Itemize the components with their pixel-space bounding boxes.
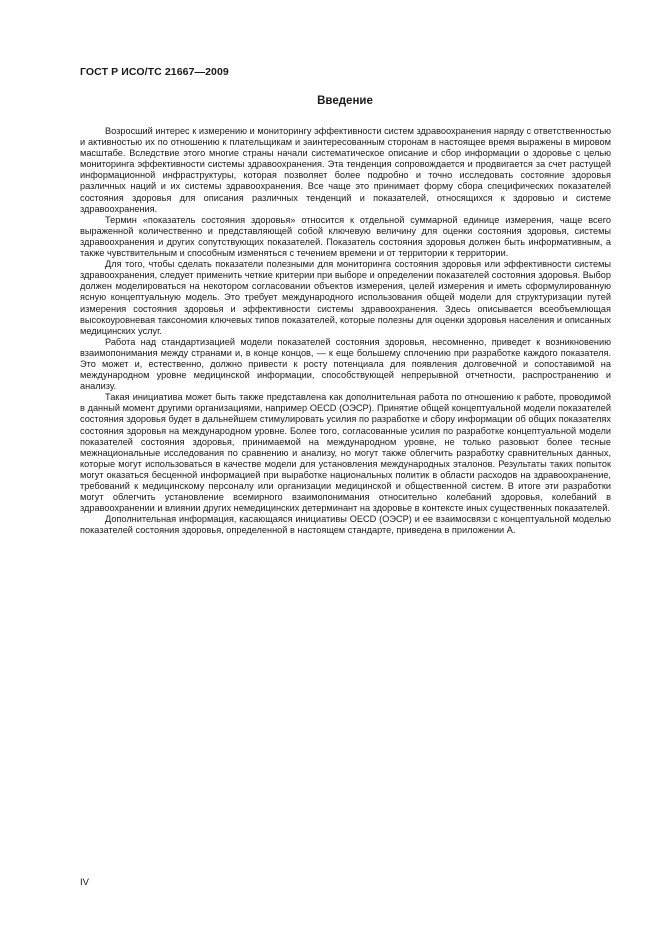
body-text xyxy=(80,126,611,536)
paragraph: Термин «показатель состояния здоровья» относится к отдельной суммарной единице измерения, чаще всего выраженной количественно и представляющей собой ключевую величину для оценки состояния здоровья, системы здравоохранения и других сопутствующих показателей. Показатель состояния здоровья должен быть информативным, а также чувствительным и способным изменяться с течением времени и от территории к территории. xyxy=(80,214,611,259)
paragraph: Работа над стандартизацией модели показателей состояния здоровья, несомненно, приведет к возникновению взаимопонимания между странами и, в конце концов, — к еще большему сплочению при разработке каждого показателя. Это может и, естественно, должно привести к росту потенциала для появления долговечной и сопоставимой на международном уровне медицинской информации, способствующей непрерывной отчетности, распространению и анализу. xyxy=(80,336,611,392)
paragraph: Возросший интерес к измерению и мониторингу эффективности систем здравоохранения наряду с ответственностью и активностью их по отношению к плательщикам и заинтересованным сторонам в настоящее время выражены в мировом масштабе. Вследствие этого многие страны начали систематическое описание и сбор информации о здоровье с целью мониторинга эффективности системы здравоохранения. Эта тенденция сопровождается и продвигается за счет растущей информационной инфраструктуры, которая позволяет более подробно и точно исследовать состояние здоровья различных наций и их системы здравоохранения. Все чаще это принимает форму сбора специфических показателей состояния здоровья для описания различных тенденций и показателей, относящихся к здоровью и системе здравоохранения. xyxy=(80,126,611,214)
document-header: ГОСТ Р ИСО/ТС 21667—2009 xyxy=(80,66,229,78)
section-title: Введение xyxy=(317,95,373,107)
paragraph: Дополнительная информация, касающаяся инициативы OECD (ОЭСР) и ее взаимосвязи с концептуальной моделью показателей состояния здоровья, определенной в настоящем стандарте, приведена в приложении А. xyxy=(80,514,611,536)
paragraph: Для того, чтобы сделать показатели полезными для мониторинга состояния здоровья или эффективности системы здравоохранения, следует применить четкие критерии при выборе и определении показателей состояния здоровья. Выбор должен моделироваться на некотором согласовании объектов измерения, целей измерения и иметь сформулированную ясную концептуальную модель. Это требует международного использования общей модели для структуризации путей измерения состояния здоровья и эффективности системы здравоохранения. Здесь описывается всеобъемлющая высокоуровневая таксономия ключевых типов показателей, которые полезны для оценки здоровья населения и описанных медицинских услуг. xyxy=(80,259,611,336)
paragraph: Такая инициатива может быть также представлена как дополнительная работа по отношению к работе, проводимой в данный момент другими организациями, например OECD (ОЭСР). Принятие общей концептуальной модели показателей состояния здоровья будет в дальнейшем стимулировать усилия по разработке и сбору информации об общих показателях состояния здоровья на международном уровне. Более того, согласованные усилия по разработке концептуальной модели показателей состояния здоровья, принимаемой на международном уровне, не только разовьют более тесные межнациональные исследования по сравнению и анализу, но могут также облегчить разработку сравнительных данных, которые могут использоваться в качестве модели для установления международных эталонов. Результаты таких попыток могут оказаться бесценной информацией при выработке национальных политик в области расходов на здравоохранение, требований к медицинскому персоналу или организации медицинской и общественной систем. В итоге эти разработки могут облегчить установление всемирного взаимопонимания относительно колебаний здоровья, колебаний в здравоохранении и влиянии других немедицинских детерминант на здоровье в контексте иных существенных показателей. xyxy=(80,392,611,514)
page-number: IV xyxy=(80,877,89,888)
